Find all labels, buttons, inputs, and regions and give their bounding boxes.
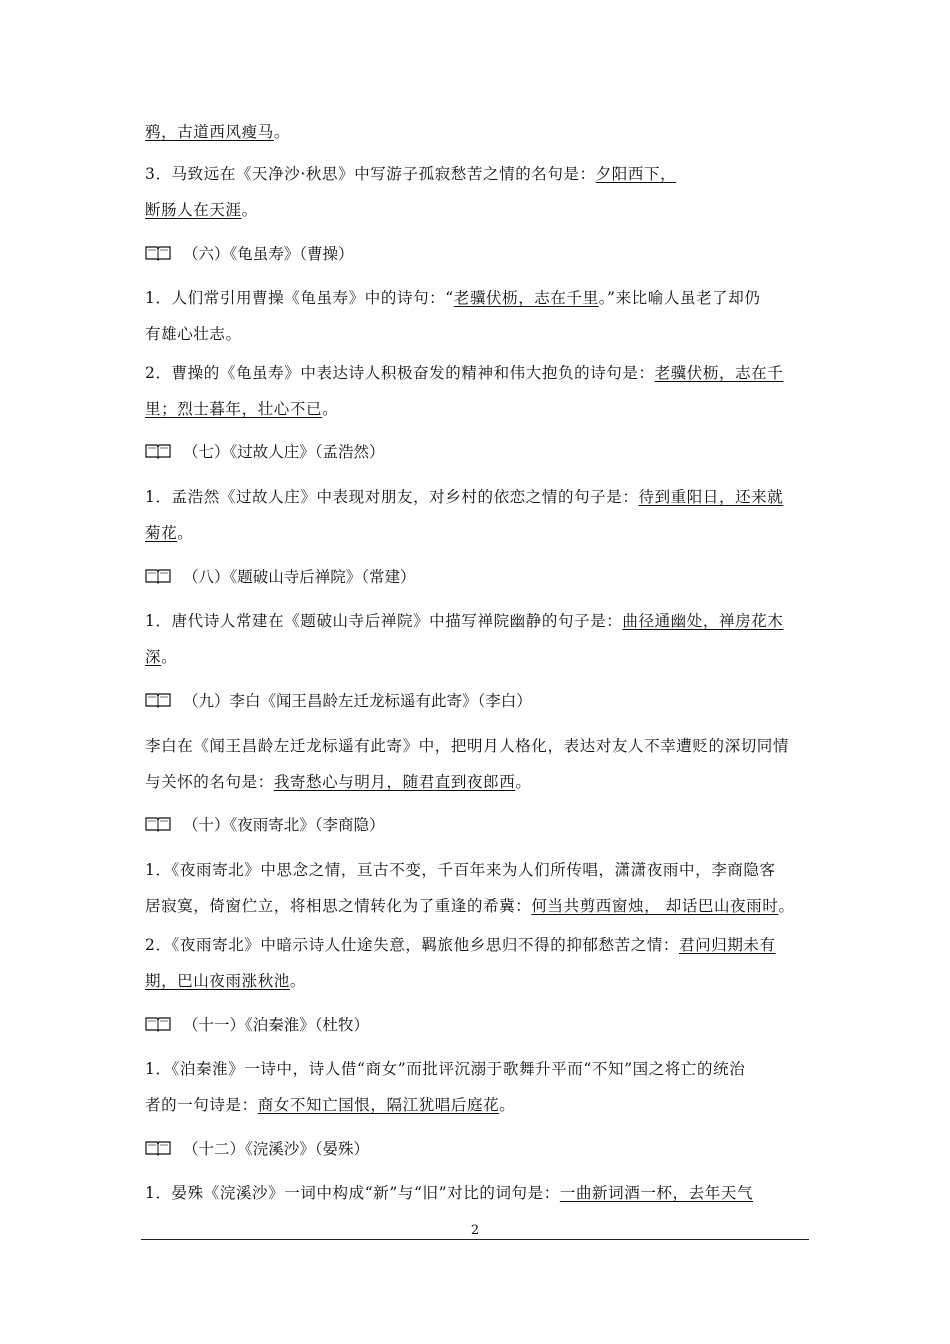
answer-text: 何当共剪西窗烛， 却话巴山夜雨时 xyxy=(531,897,779,915)
text-line: 断肠人在天涯。 xyxy=(145,201,258,219)
section-heading: （十）《夜雨寄北》（李商隐） xyxy=(145,815,385,835)
open-book-icon xyxy=(145,443,171,459)
answer-text: 老骥伏枥，志在千 xyxy=(654,364,784,382)
answer-text: 里；烈士暮年，壮心不已 xyxy=(145,400,323,418)
text-line: 1．人们常引用曹操《龟虽寿》中的诗句：“老骥伏枥，志在千里。”来比喻人虽老了却仍 xyxy=(145,289,761,307)
answer-text: 商女不知亡国恨，隔江犹唱后庭花 xyxy=(257,1096,500,1114)
section-heading: （十一）《泊秦淮》（杜牧） xyxy=(145,1015,369,1035)
open-book-icon xyxy=(145,692,171,708)
text-line: 2．《夜雨寄北》中暗示诗人仕途失意，羁旅他乡思归不得的抑郁愁苦之情：君问归期未有 xyxy=(145,936,776,954)
answer-text: 一曲新词酒一杯，去年天气 xyxy=(559,1184,754,1202)
open-book-icon xyxy=(145,568,171,584)
text-line: 里；烈士暮年，壮心不已。 xyxy=(145,400,339,418)
text-line: 2．曹操的《龟虽寿》中表达诗人积极奋发的精神和伟大抱负的诗句是：老骥伏枥，志在千 xyxy=(145,364,784,382)
answer-text: 期，巴山夜雨涨秋池 xyxy=(145,972,290,990)
text-line: 深。 xyxy=(145,648,178,666)
text-line: 者的一句诗是：商女不知亡国恨，隔江犹唱后庭花。 xyxy=(145,1096,516,1114)
text-line: 1．《夜雨寄北》中思念之情，亘古不变，千百年来为人们所传唱，潇潇夜雨中，李商隐客 xyxy=(145,861,776,879)
text-line: 鸦，古道西风瘦马。 xyxy=(145,123,290,141)
answer-text: 断肠人在天涯 xyxy=(145,201,242,219)
page-number: 2 xyxy=(470,1223,480,1238)
answer-text: 老骥伏枥，志在千里 xyxy=(453,289,599,307)
answer-text: 我寄愁心与明月，随君直到夜郎西 xyxy=(273,773,516,791)
text-line: 期，巴山夜雨涨秋池。 xyxy=(145,972,307,990)
answer-text: 深 xyxy=(145,648,162,666)
open-book-icon xyxy=(145,245,171,261)
text-line: 3．马致远在《天净沙·秋思》中写游子孤寂愁苦之情的名句是：夕阳西下， xyxy=(145,165,677,183)
text-line: 居寂寞，倚窗伫立，将相思之情转化为了重逢的希冀：何当共剪西窗烛， 却话巴山夜雨时。 xyxy=(145,897,795,915)
answer-text: 君问归期未有 xyxy=(679,936,776,954)
text-line: 李白在《闻王昌龄左迁龙标遥有此寄》中，把明月人格化，表达对友人不幸遭贬的深切同情 xyxy=(145,737,790,755)
answer-text: 菊花 xyxy=(145,524,178,542)
answer-text: 夕阳西下， xyxy=(595,165,677,183)
text-line: 菊花。 xyxy=(145,524,194,542)
footer-rule xyxy=(141,1239,809,1240)
answer-text: 曲径通幽处，禅房花木 xyxy=(622,612,784,630)
text-line: 1．晏殊《浣溪沙》一词中构成“新”与“旧”对比的词句是：一曲新词酒一杯，去年天气 xyxy=(145,1184,754,1202)
section-heading: （八）《题破山寺后禅院》（常建） xyxy=(145,567,416,587)
section-heading: （七）《过故人庄》（孟浩然） xyxy=(145,442,385,462)
section-heading: （九）李白《闻王昌龄左迁龙标遥有此寄》（李白） xyxy=(145,691,532,711)
answer-text: 待到重阳日，还来就 xyxy=(638,488,784,506)
text-line: 1．孟浩然《过故人庄》中表现对朋友，对乡村的依恋之情的句子是：待到重阳日，还来就 xyxy=(145,488,784,506)
open-book-icon xyxy=(145,816,171,832)
section-heading: （六）《龟虽寿》（曹操） xyxy=(145,244,354,264)
answer-text: 鸦，古道西风瘦马 xyxy=(145,123,274,141)
text-line: 1．唐代诗人常建在《题破山寺后禅院》中描写禅院幽静的句子是：曲径通幽处，禅房花木 xyxy=(145,612,784,630)
text-line: 有雄心壮志。 xyxy=(145,325,242,343)
text-line: 1．《泊秦淮》一诗中，诗人借“商女”而批评沉溺于歌舞升平而“不知”国之将亡的统治 xyxy=(145,1060,746,1078)
open-book-icon xyxy=(145,1140,171,1156)
text-line: 与关怀的名句是：我寄愁心与明月，随君直到夜郎西。 xyxy=(145,773,532,791)
open-book-icon xyxy=(145,1016,171,1032)
section-heading: （十二）《浣溪沙》（晏殊） xyxy=(145,1139,369,1159)
